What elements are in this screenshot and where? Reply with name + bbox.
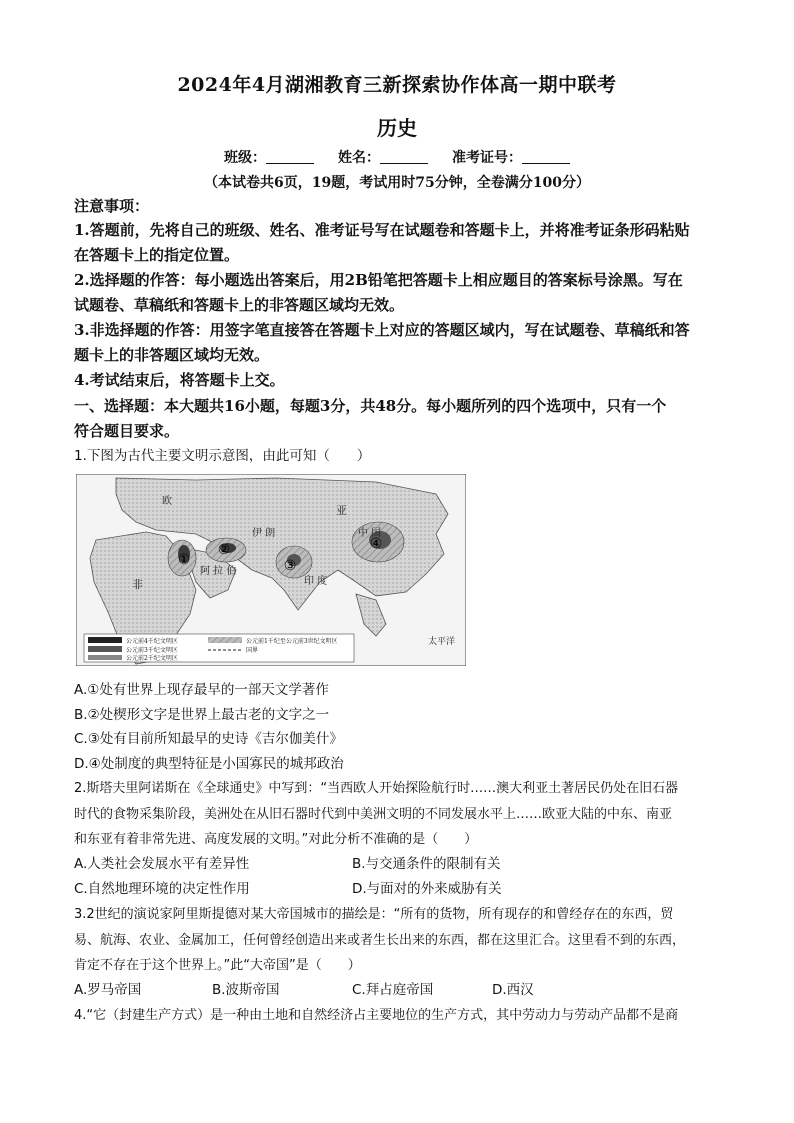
legend-label-1: 公元前4千纪文明区 (126, 638, 178, 645)
name-blank (380, 149, 428, 164)
notes-item: 2.选择题的作答：每小题选出答案后，用2B铅笔把答题卡上相应题目的答案标号涂黑。写在 (74, 271, 683, 289)
q1-option-d: D.④处制度的典型特征是小国寡民的城邦政治 (74, 756, 344, 772)
map-marker-2: ② (217, 542, 231, 558)
notes-item: 在答题卡上的指定位置。 (74, 246, 240, 264)
legend-label-2: 公元前3千纪文明区 (126, 647, 178, 654)
q1-stem: 1.下图为古代主要文明示意图，由此可知（ ） (74, 448, 371, 464)
map-label-asia: 亚 (336, 504, 347, 517)
notes-item: 试题卷、草稿纸和答题卡上的非答题区域均无效。 (74, 296, 405, 314)
q4-line: 4.“它（封建生产方式）是一种由土地和自然经济占主要地位的生产方式，其中劳动力与劳动产品都不是商 (74, 1008, 679, 1023)
map-label-arabia: 阿 拉 伯 (200, 566, 237, 577)
q2-line: 和东亚有着非常先进、高度发展的文明。”对此分析不准确的是（ ） (74, 832, 478, 847)
map-marker-3: ③ (283, 558, 297, 574)
map-label-india: 印 度 (304, 576, 328, 587)
exam-no-label: 准考证号： (452, 150, 522, 166)
map-label-china: 中 国 (358, 528, 382, 539)
legend-swatch-1 (88, 637, 122, 643)
notes-item: 3.非选择题的作答：用签字笔直接答在答题卡上对应的答题区域内，写在试题卷、草稿纸和答 (74, 321, 690, 339)
q3-option-b: B.波斯帝国 (212, 982, 280, 998)
q3-line: 肯定不存在于这个世界上。”此“大帝国”是（ ） (74, 958, 361, 973)
map-label-persia: 伊 朗 (252, 528, 276, 539)
legend-label-4: 公元前1千纪至公元前3世纪文明区 (246, 638, 338, 645)
map-label-europe: 欧 (162, 496, 172, 507)
q2-option-a: A.人类社会发展水平有差异性 (74, 856, 250, 872)
map-label-pacific: 太平洋 (428, 637, 456, 647)
q3-line: 易、航海、农业、金属加工，任何曾经创造出来或者生长出来的东西，都在这里汇合。这里看不到的东西， (74, 933, 686, 948)
exam-no-blank (522, 149, 570, 164)
q1-option-c: C.③处有目前所知最早的史诗《吉尔伽美什》 (74, 731, 343, 747)
section-heading-cont: 符合题目要求。 (74, 422, 180, 440)
q1-option-b: B.②处楔形文字是世界上最古老的文字之一 (74, 707, 330, 723)
civilization-map (76, 474, 466, 666)
legend-label-3: 公元前2千纪文明区 (126, 655, 178, 662)
map-label-africa: 非 (132, 578, 143, 591)
q3-line: 3.2世纪的演说家阿里斯提德对某大帝国城市的描绘是：“所有的货物，所有现存的和曾经存在的东西，贸 (74, 907, 674, 922)
notes-item: 1.答题前，先将自己的班级、姓名、准考证号写在试题卷和答题卡上，并将准考证条形码粘贴 (74, 221, 690, 239)
q3-option-d: D.西汉 (492, 982, 534, 998)
q2-line: 时代的食物采集阶段，美洲处在从旧石器时代到中美洲文明的不同发展水平上……欧亚大陆的中东、南亚 (74, 807, 673, 822)
legend-swatch-3 (88, 655, 122, 660)
q2-option-d: D.与面对的外来威胁有关 (352, 881, 502, 897)
q3-option-a: A.罗马帝国 (74, 982, 142, 998)
subject-title: 历史 (377, 116, 417, 140)
class-label: 班级： (224, 150, 266, 166)
section-heading: 一、选择题：本大题共16小题，每题3分，共48分。每小题所列的四个选项中，只有一个 (74, 397, 667, 415)
legend-swatch-2 (88, 646, 122, 652)
notes-item: 4.考试结束后，将答题卡上交。 (74, 371, 285, 389)
q2-line: 2.斯塔夫里阿诺斯在《全球通史》中写到：“当西欧人开始探险航行时……澳大利亚土著居民仍处在旧石器 (74, 781, 679, 796)
class-blank (266, 149, 314, 164)
name-label: 姓名： (338, 150, 380, 166)
notes-heading: 注意事项： (74, 197, 150, 215)
map-marker-4: ④ (369, 536, 383, 552)
q2-option-c: C.自然地理环境的决定性作用 (74, 881, 250, 897)
q2-option-b: B.与交通条件的限制有关 (352, 856, 501, 872)
map-marker-1: ① (177, 552, 191, 568)
exam-title: 2024年4月湖湘教育三新探索协作体高一期中联考 (177, 74, 617, 96)
legend-label-5: 国界 (246, 647, 259, 654)
notes-item: 题卡上的非答题区域均无效。 (74, 346, 270, 364)
exam-info: （本试卷共6页，19题，考试用时75分钟，全卷满分100分） (204, 175, 590, 191)
q1-option-a: A.①处有世界上现存最早的一部天文学著作 (74, 682, 329, 698)
student-info-fields (0, 147, 794, 167)
q3-option-c: C.拜占庭帝国 (352, 982, 434, 998)
legend-swatch-4 (208, 637, 242, 643)
